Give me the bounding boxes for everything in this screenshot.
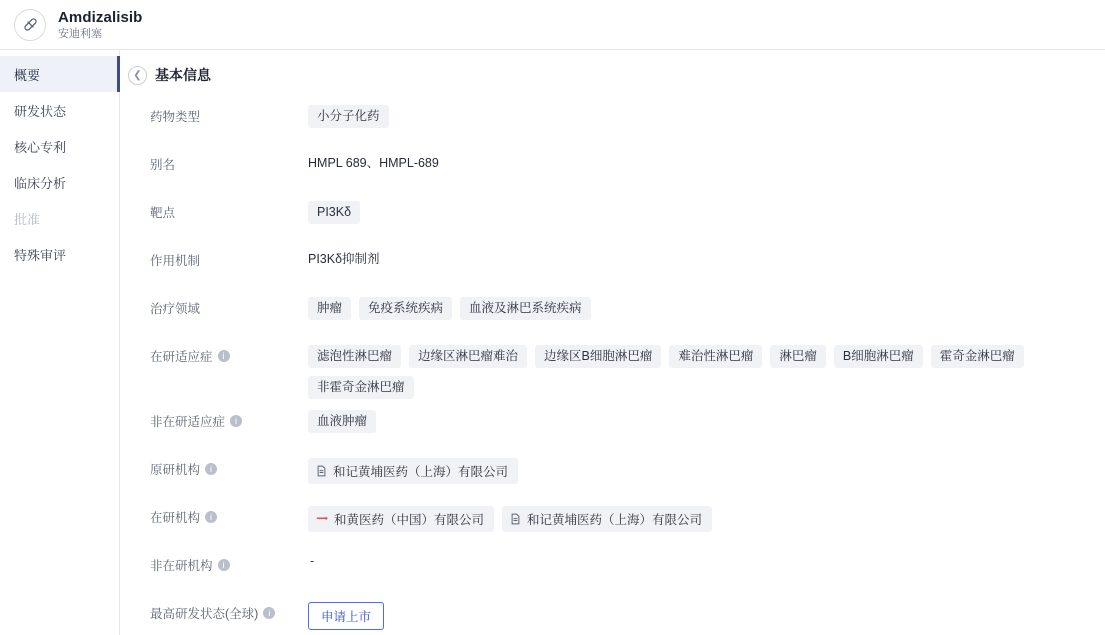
page-header bbox=[0, 0, 1105, 50]
row-value bbox=[308, 553, 1105, 568]
row-label: 在研机构 i bbox=[130, 505, 308, 526]
organization-chip[interactable] bbox=[308, 506, 494, 532]
row-label: 治疗领域 bbox=[150, 302, 201, 316]
sidebar-item-overview[interactable] bbox=[0, 56, 119, 92]
row-value bbox=[308, 344, 1105, 399]
document-icon bbox=[316, 465, 327, 477]
tag[interactable]: 霍奇金淋巴瘤 bbox=[931, 345, 1024, 368]
row-value bbox=[308, 248, 1105, 267]
organization-name: 和黄医药（中国）有限公司 bbox=[334, 513, 485, 527]
row-label: 靶点 bbox=[150, 206, 176, 220]
section-title: 基本信息 bbox=[155, 67, 211, 83]
sidebar-item-rd-status[interactable] bbox=[0, 92, 119, 128]
info-row-mechanism bbox=[130, 238, 1105, 286]
row-label: 别名 bbox=[150, 158, 176, 172]
info-icon[interactable]: i bbox=[205, 463, 217, 475]
sidebar-item-approval bbox=[0, 200, 119, 236]
organization-chip[interactable] bbox=[308, 458, 518, 484]
row-value bbox=[308, 601, 1105, 630]
row-label: 作用机制 bbox=[150, 254, 201, 268]
row-value bbox=[308, 104, 1105, 128]
sidebar-item-label: 概要 bbox=[14, 67, 41, 83]
organization-name: 和记黄埔医药（上海）有限公司 bbox=[333, 465, 509, 479]
sidebar-item-label: 核心专利 bbox=[14, 139, 67, 155]
status-badge[interactable]: 申请上市 bbox=[308, 602, 384, 630]
row-label: 非在研适应症 i bbox=[130, 409, 308, 430]
tag[interactable]: 边缘区B细胞淋巴瘤 bbox=[535, 345, 661, 368]
info-row-drug-type bbox=[130, 94, 1105, 142]
info-row-target bbox=[130, 190, 1105, 238]
info-row-inactive-indications bbox=[130, 399, 1105, 447]
sidebar-item-label: 研发状态 bbox=[14, 103, 67, 119]
row-label: 在研适应症 i bbox=[130, 344, 308, 365]
info-row-inactive-organizations bbox=[130, 543, 1105, 591]
empty-value: - bbox=[310, 554, 315, 568]
row-value bbox=[308, 200, 1105, 224]
page-body bbox=[0, 50, 1105, 635]
info-icon[interactable]: i bbox=[218, 559, 230, 571]
info-row-alias bbox=[130, 142, 1105, 190]
tag[interactable]: 血液及淋巴系统疾病 bbox=[460, 297, 591, 320]
tag[interactable]: 小分子化药 bbox=[308, 105, 389, 128]
row-value bbox=[308, 409, 1105, 433]
info-row-highest-status bbox=[130, 591, 1105, 635]
capsule-icon bbox=[14, 9, 46, 41]
info-row-therapeutic-area bbox=[130, 286, 1105, 334]
sidebar-item-label: 临床分析 bbox=[14, 175, 67, 191]
chevron-left-icon[interactable]: ❮ bbox=[128, 66, 147, 85]
info-row-active-organizations bbox=[130, 495, 1105, 543]
tag[interactable]: 边缘区淋巴瘤难治 bbox=[409, 345, 527, 368]
info-row-originator bbox=[130, 447, 1105, 495]
tag[interactable]: 淋巴瘤 bbox=[770, 345, 826, 368]
document-icon bbox=[510, 513, 521, 525]
sidebar bbox=[0, 50, 120, 635]
row-value bbox=[308, 505, 1105, 532]
company-icon bbox=[316, 514, 328, 524]
drug-name-en: Amdizalisib bbox=[58, 8, 143, 26]
row-label: 非在研机构 i bbox=[130, 553, 308, 574]
alias-text: HMPL 689、HMPL-689 bbox=[308, 156, 439, 170]
tag[interactable]: 滤泡性淋巴瘤 bbox=[308, 345, 401, 368]
tag[interactable]: 免疫系统疾病 bbox=[359, 297, 452, 320]
tag[interactable]: PI3Kδ bbox=[308, 201, 360, 224]
organization-name: 和记黄埔医药（上海）有限公司 bbox=[527, 513, 703, 527]
row-value bbox=[308, 296, 1105, 320]
info-icon[interactable]: i bbox=[263, 607, 275, 619]
sidebar-item-special-review[interactable] bbox=[0, 236, 119, 272]
row-label: 最高研发状态(全球) i bbox=[130, 601, 308, 622]
page-title bbox=[58, 9, 142, 41]
row-value bbox=[308, 457, 1105, 484]
tag[interactable]: 难治性淋巴瘤 bbox=[669, 345, 762, 368]
sidebar-item-label: 特殊审评 bbox=[14, 247, 67, 263]
tag[interactable]: B细胞淋巴瘤 bbox=[834, 345, 923, 368]
info-rows bbox=[120, 92, 1105, 635]
content-panel bbox=[120, 50, 1105, 635]
section-header bbox=[120, 58, 1105, 92]
info-icon[interactable]: i bbox=[230, 415, 242, 427]
tag[interactable]: 非霍奇金淋巴瘤 bbox=[308, 376, 414, 399]
row-label: 药物类型 bbox=[150, 110, 201, 124]
row-label: 原研机构 i bbox=[130, 457, 308, 478]
drug-name-cn: 安迪利塞 bbox=[58, 27, 102, 40]
row-value bbox=[308, 152, 1105, 171]
tag[interactable]: 血液肿瘤 bbox=[308, 410, 376, 433]
organization-chip[interactable] bbox=[502, 506, 712, 532]
info-icon[interactable]: i bbox=[205, 511, 217, 523]
mechanism-text: PI3Kδ抑制剂 bbox=[308, 252, 380, 266]
sidebar-item-core-patent[interactable] bbox=[0, 128, 119, 164]
sidebar-item-label: 批准 bbox=[14, 211, 41, 227]
info-icon[interactable]: i bbox=[218, 350, 230, 362]
sidebar-item-clinical-analysis[interactable] bbox=[0, 164, 119, 200]
tag[interactable]: 肿瘤 bbox=[308, 297, 351, 320]
info-row-active-indications bbox=[130, 334, 1105, 399]
